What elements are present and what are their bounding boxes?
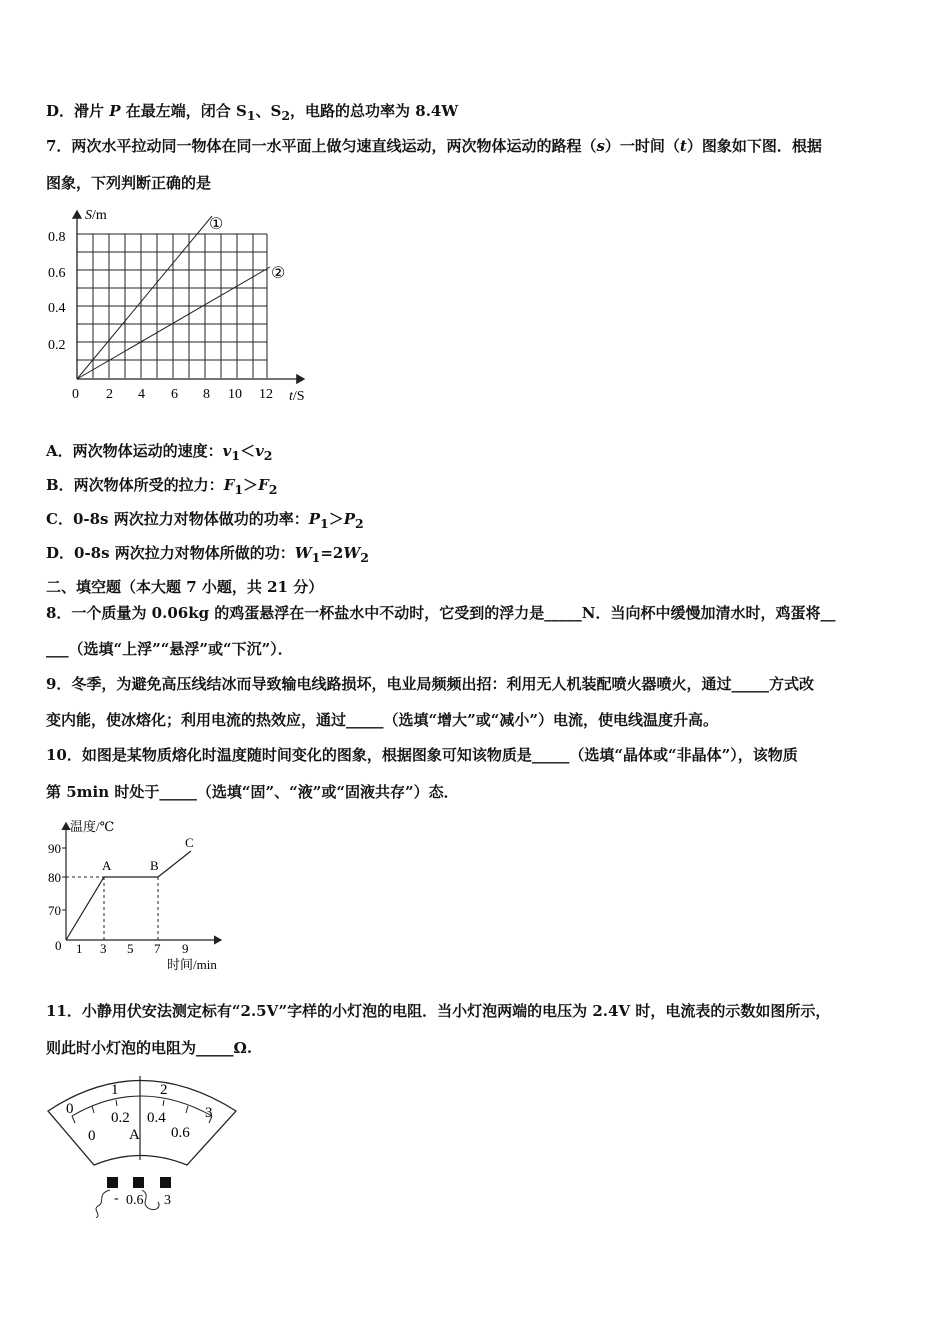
q10-line2: 第 5min 时处于_____（选填“固”、“液”或“固液共存”）态．: [46, 783, 459, 801]
ytick: 90: [48, 841, 61, 856]
bottom-scale-label: 0: [88, 1128, 96, 1144]
terminal-3: [160, 1177, 171, 1188]
y-axis-label: S/m: [85, 208, 107, 223]
xtick: 9: [182, 941, 189, 956]
wire-left: [96, 1190, 110, 1218]
ytick: 0.8: [48, 230, 66, 245]
top-scale-label: 0: [66, 1101, 74, 1117]
xtick: 0: [55, 938, 62, 953]
xtick: 5: [127, 941, 134, 956]
bottom-scale-label: 0.4: [147, 1110, 166, 1126]
terminal-negative: [107, 1177, 118, 1188]
xtick: 7: [154, 941, 161, 956]
q11-line2: 则此时小灯泡的电阻为_____Ω.: [46, 1039, 253, 1057]
point-label-c: C: [185, 835, 194, 850]
xtick: 8: [203, 387, 210, 402]
q11-line1: 11．小静用伏安法测定标有“2.5V”字样的小灯泡的电阻．当小灯泡两端的电压为 2.4V 时，电流表的示数如图所示，: [46, 1002, 831, 1020]
wire-right: [142, 1190, 159, 1210]
bottom-scale-label: 0.2: [111, 1110, 130, 1126]
q8-line1: 8．一个质量为 0.06kg 的鸡蛋悬浮在一杯盐水中不动时，它受到的浮力是_____N．当向杯中缓慢加清水时，鸡蛋将__: [46, 604, 836, 622]
point-label-a: A: [102, 858, 112, 873]
terminal-0-6: [133, 1177, 144, 1188]
xtick: 10: [228, 387, 242, 402]
line-1-label: ①: [209, 216, 224, 233]
ytick: 0.6: [48, 266, 66, 281]
q7-option-a: A．两次物体运动的速度：$v_1<v_2$: [46, 442, 273, 463]
top-scale-label: 1: [111, 1082, 119, 1098]
xtick: 12: [259, 387, 273, 402]
xtick: 6: [171, 387, 178, 402]
x-axis-label: 时间/min: [167, 957, 217, 972]
xtick: 1: [76, 941, 83, 956]
xtick: 3: [100, 941, 107, 956]
unit-label: A: [129, 1127, 140, 1143]
section-heading: 二、填空题（本大题 7 小题，共 21 分）: [46, 578, 324, 596]
q8-line2: ___（选填“上浮”“悬浮”或“下沉”）．: [46, 640, 293, 658]
ytick: 70: [48, 903, 61, 918]
q7-st-graph: [46, 203, 316, 408]
terminal-label: -: [114, 1191, 119, 1206]
q10-line1: 10．如图是某物质熔化时温度随时间变化的图象，根据图象可知该物质是_____（选填“晶体或“非晶体”），该物质: [46, 746, 798, 764]
q7-option-c: C．0-8s 两次拉力对物体做功的功率：$P_1>P_2$: [46, 510, 364, 531]
dial-face: [48, 1081, 236, 1166]
q9-line1: 9．冬季，为避免高压线结冰而导致输电线路损坏，电业局频频出招：利用无人机装配喷火器喷火，通过_____方式改: [46, 675, 814, 693]
y-axis-label: 温度/℃: [70, 819, 115, 834]
q7-stem-line1: 7．两次水平拉动同一物体在同一水平面上做匀速直线运动，两次物体运动的路程（s）一时间（t）图象如下图．根据: [46, 137, 822, 155]
ytick: 0.4: [48, 301, 66, 316]
top-scale-label: 3: [205, 1105, 213, 1121]
line-2-label: ②: [271, 265, 286, 282]
q7-option-d: D．0-8s 两次拉力对物体所做的功：$W_1=2W_2$: [46, 544, 369, 565]
top-scale-label: 2: [160, 1082, 168, 1098]
q10-melting-graph: [46, 815, 246, 975]
terminal-label: 3: [164, 1193, 171, 1208]
temperature-curve: [66, 851, 191, 940]
x-axis-label: t/S: [289, 389, 305, 404]
q6-option-d: D．滑片 P 在最左端，闭合 $S_1$、$S_2$，电路的总功率为 8.4W: [46, 102, 459, 123]
xtick: 2: [106, 387, 113, 402]
q7-stem-line2: 图象，下列判断正确的是: [46, 174, 212, 192]
q11-ammeter: [44, 1068, 244, 1218]
xtick: 0: [72, 387, 79, 402]
terminal-label: 0.6: [126, 1193, 144, 1208]
q9-line2: 变内能，使冰熔化；利用电流的热效应，通过_____（选填“增大”或“减小”）电流，使电线温度升高。: [46, 711, 719, 729]
ytick: 80: [48, 870, 61, 885]
xtick: 4: [138, 387, 145, 402]
point-label-b: B: [150, 858, 159, 873]
bottom-scale-label: 0.6: [171, 1125, 190, 1141]
line-1: [77, 216, 212, 379]
ytick: 0.2: [48, 338, 66, 353]
q7-option-b: B．两次物体所受的拉力：$F_1>F_2$: [46, 476, 278, 497]
grid: [77, 234, 267, 378]
